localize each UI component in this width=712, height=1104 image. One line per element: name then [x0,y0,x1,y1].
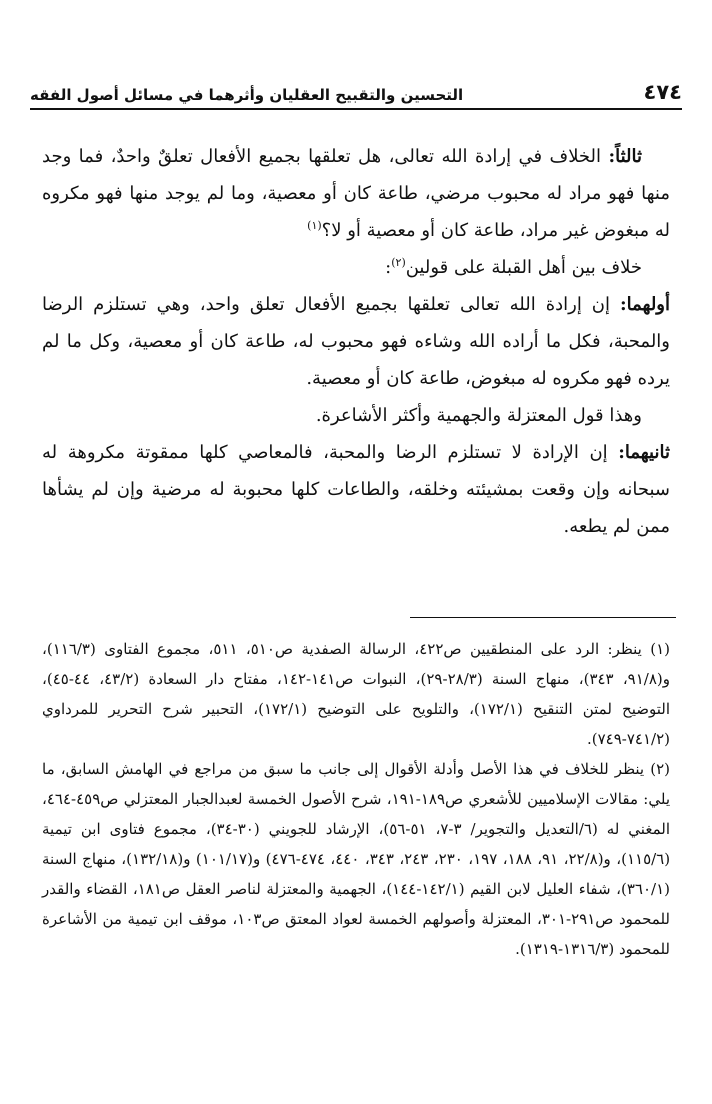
para3-lead: أولهما: [619,294,670,315]
paragraph-2 [42,249,670,286]
paragraph-4 [42,397,670,434]
main-text [42,138,670,545]
page-header [30,70,682,104]
para5-text: إن الإرادة لا تستلزم الرضا والمحبة، فالمعاصي كلها ممقوتة مكروهة له سبحانه وإن وقعت بمشيئته وخلقه، والطاعات كلها محبوبة له مرضية وإن لم يشأها ممن لم يطعه. [42,442,670,537]
paragraph-3 [42,286,670,397]
footnote-2: (٢) ينظر للخلاف في هذا الأصل وأدلة الأقوال إلى جانب ما سبق من مراجع في الهامش السابق، ما يلي: مقالات الإسلاميين للأشعري ص١٨٩-١٩١، شرح الأصول الخمسة لعبدالجبار المعتزلي ص٤٥٩-٤٦٤، المغني له (٦/التعديل والتجوير/ ٣-٧، ٥١-٥٦)، الإرشاد للجويني (٣٠-٣٤)، مجموع فتاوى ابن تيمية (١١٥/٦)، و(٢٢/٨، ٩١، ١٨٨، ١٩٧، ٢٣٠، ٢٤٣، ٣٤٣، ٤٤٠، ٤٧٤-٤٧٦) و(١٠١/١٧) و(١٣٢/١٨)، منهاج السنة (٣٦٠/١)، شفاء العليل لابن القيم (١٤٢/١-١٤٤)، الجهمية والمعتزلة لناصر العقل ص١٨١، القضاء والقدر للمحمود ص٢٩١-٣٠١، المعتزلة وأصولهم الخمسة لعواد المعتق ص١٠٣، موقف ابن تيمية من الأشاعرة للمحمود (١٣١٦/٣-١٣١٩). [42,760,671,958]
footnote-ref-2: (٢) [391,256,406,269]
para2-tail: : [385,257,392,278]
paragraph-5 [42,434,670,545]
page-number: ٤٧٤ [643,80,682,104]
para5-lead: ثانيهما: [618,442,670,463]
para1-lead: ثالثاً: [608,146,642,167]
para2-text: خلاف بين أهل القبلة على قولين [405,257,642,278]
para4-text: وهذا قول المعتزلة والجهمية وأكثر الأشاعرة. [315,405,642,426]
header-rule [30,108,682,110]
footnotes [42,634,670,964]
footnote-1: (١) ينظر: الرد على المنطقيين ص٤٢٢، الرسالة الصفدية ص٥١٠، ٥١١، مجموع الفتاوى (١١٦/٣)، و(٩١/٨، ٣٤٣)، منهاج السنة (٢٨/٣-٢٩)، النبوات ص١٤١-١٤٢، مفتاح دار السعادة (٤٣/٢، ٤٤-٤٥)، التوضيح لمتن التنقيح (١٧٢/١)، والتلويح على التوضيح (١٧٢/١)، التحبير شرح التحرير للمرداوي (٧٤١/٢-٧٤٩). [42,640,671,748]
para3-text: إن إرادة الله تعالى تعلقها بجميع الأفعال تعلق واحد، وهي تستلزم الرضا والمحبة، فكل ما أراده الله وشاءه فهو محبوب له، طاعة كان أو معصية، وكل ما لم يرده فهو مكروه له مبغوض، طاعة كان أو معصية. [42,294,670,389]
running-title: التحسين والتقبيح العقليان وأثرهما في مسائل أصول الفقه [30,86,464,104]
paragraph-1 [42,138,670,249]
footnote-ref-1: (١) [307,219,322,232]
para1-text: الخلاف في إرادة الله تعالى، هل تعلقها بجميع الأفعال تعلقٌ واحدٌ، فما وجد منها فهو مراد له محبوب مرضي، طاعة كان أو معصية، وما لم يوجد منها فهو مكروه له مبغوض غير مراد، طاعة كان أو معصية أو لا؟ [42,146,670,241]
footnote-separator [410,617,676,618]
